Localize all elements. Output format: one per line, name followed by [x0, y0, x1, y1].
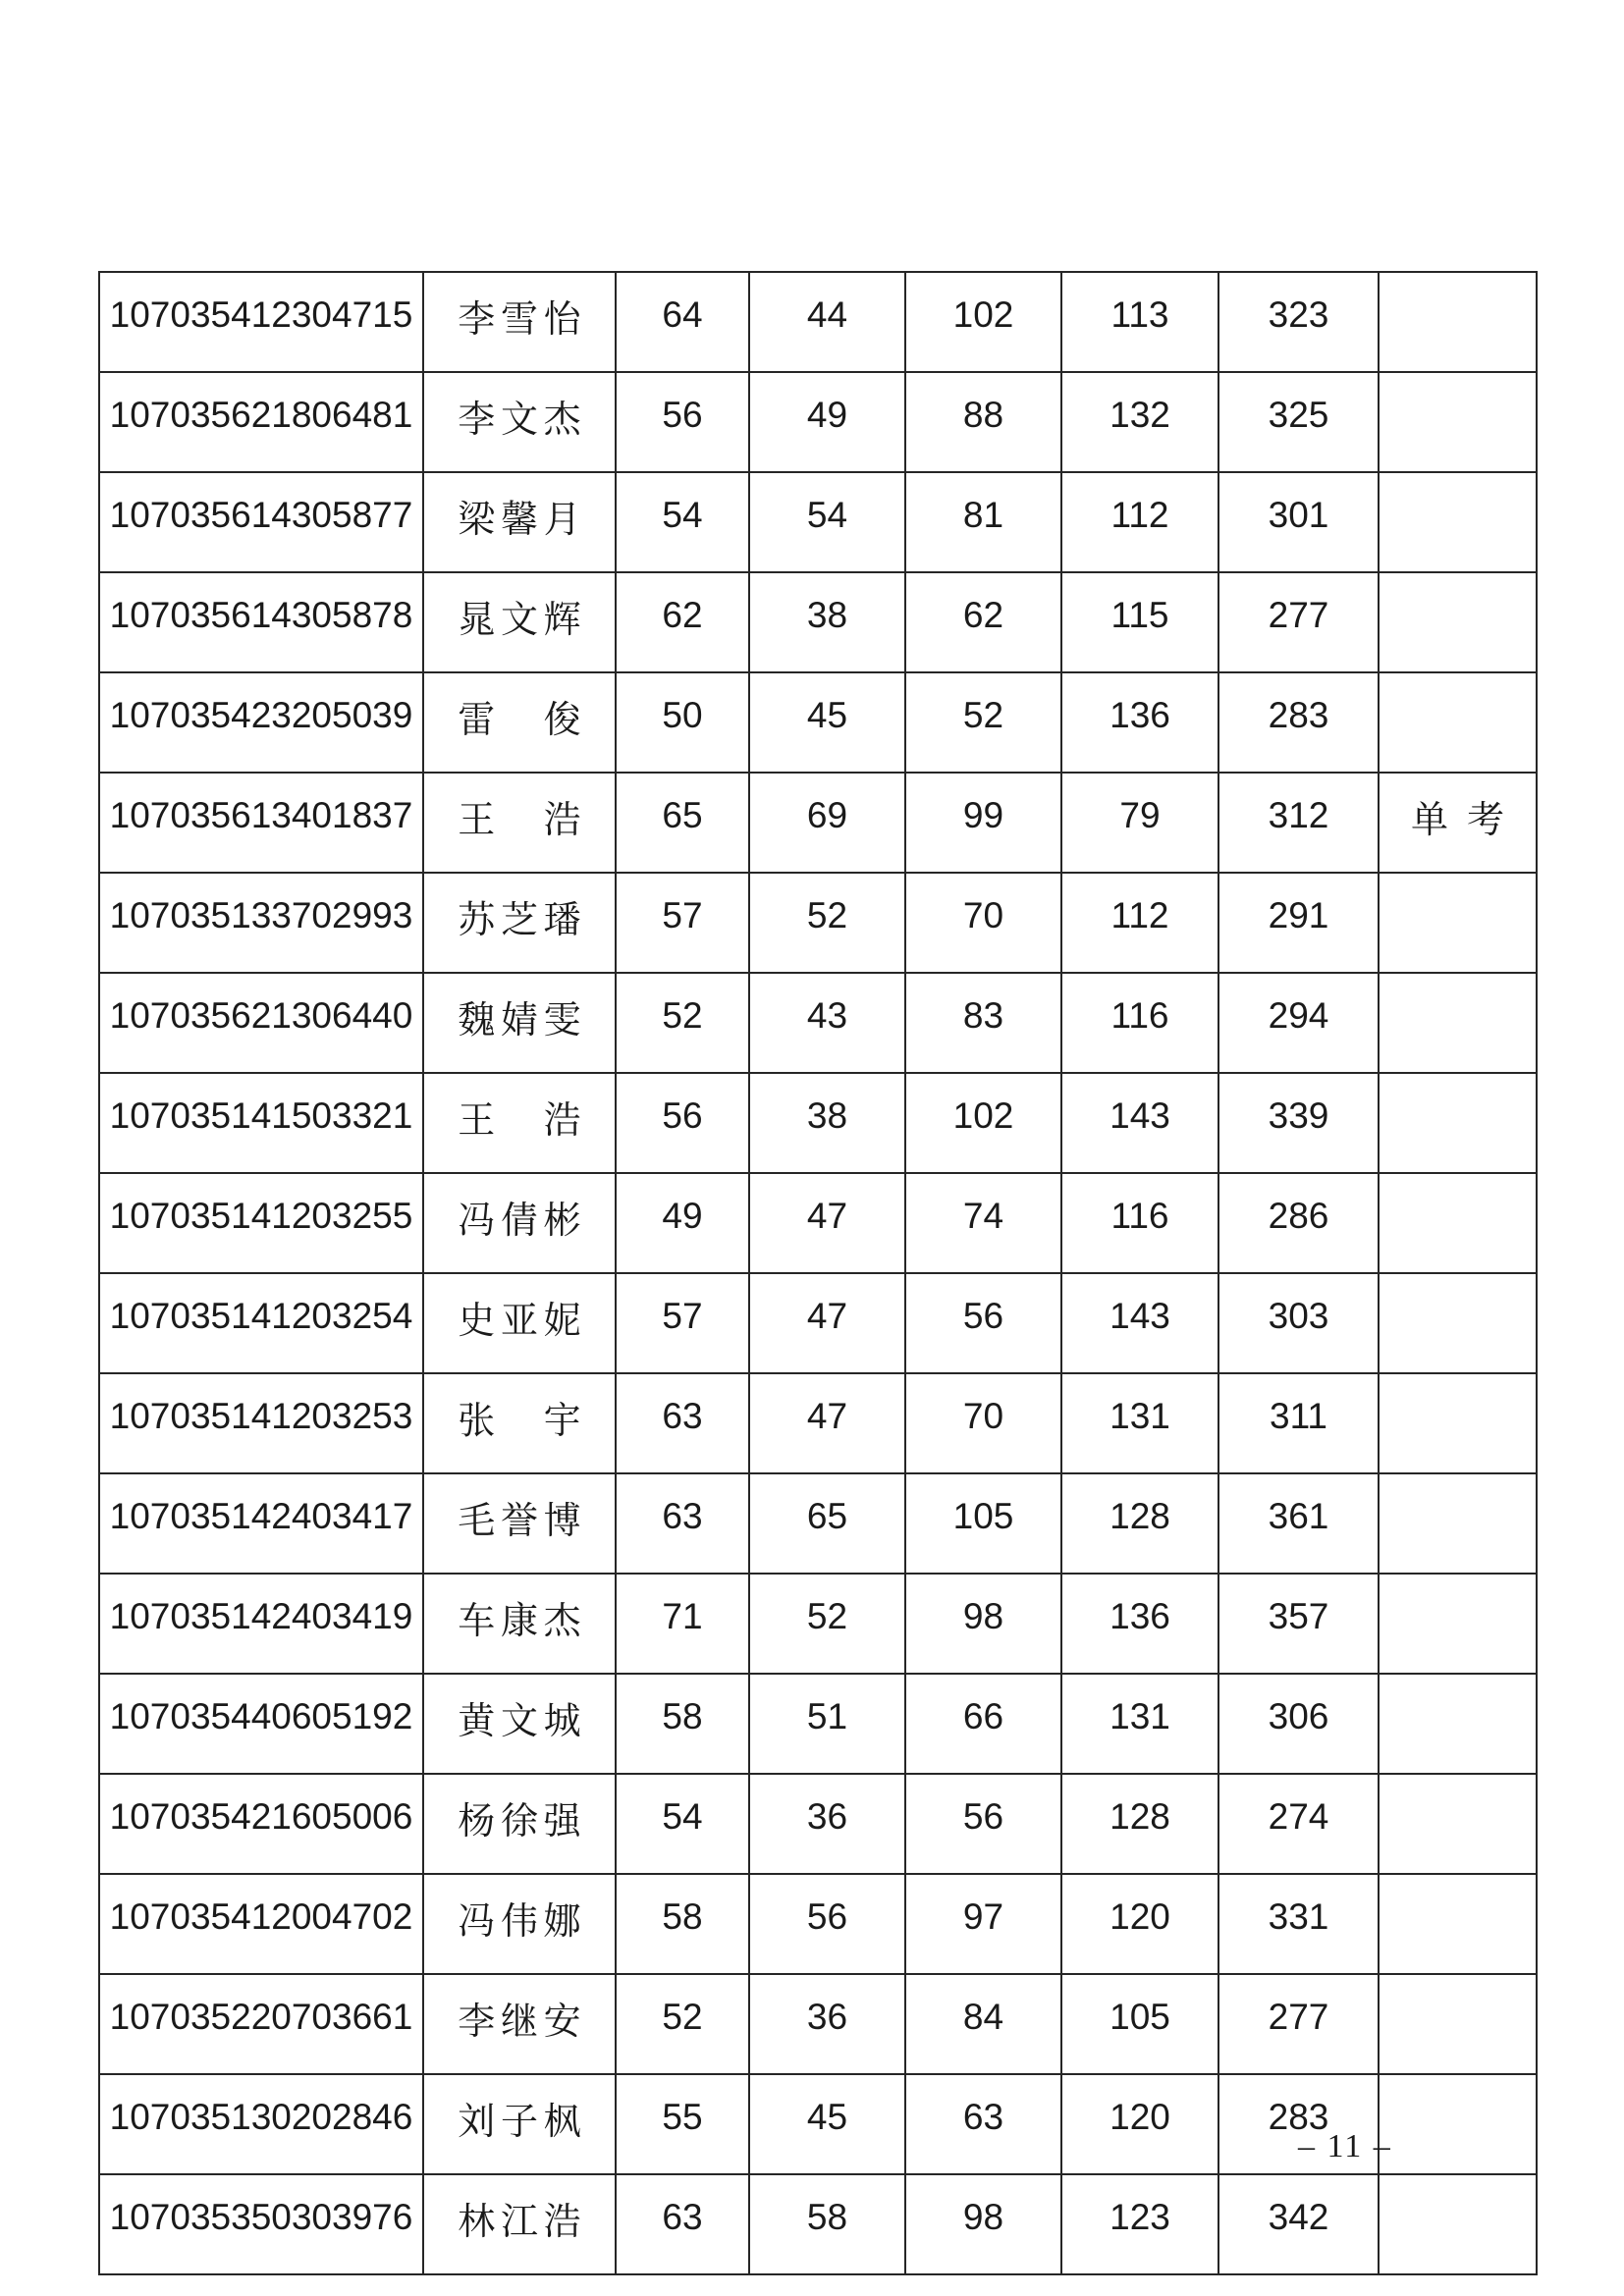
candidate-name-text: 毛誉博	[458, 1500, 581, 1542]
candidate-id: 107035621806481	[99, 372, 423, 472]
score4-cell: 128	[1061, 1774, 1218, 1874]
candidate-id: 107035614305877	[99, 472, 423, 572]
candidate-id: 107035141203254	[99, 1273, 423, 1373]
total-cell: 291	[1218, 873, 1379, 973]
total-cell: 311	[1218, 1373, 1379, 1473]
candidate-id: 107035142403417	[99, 1473, 423, 1574]
remark-cell	[1379, 372, 1537, 472]
score2-cell: 47	[749, 1373, 905, 1473]
candidate-id: 107035621306440	[99, 973, 423, 1073]
candidate-name-text: 李继安	[458, 2001, 581, 2043]
score2-cell: 47	[749, 1273, 905, 1373]
score2-cell: 56	[749, 1874, 905, 1974]
score2-cell: 52	[749, 1574, 905, 1674]
remark-cell	[1379, 2174, 1537, 2274]
candidate-id: 107035220703661	[99, 1974, 423, 2074]
total-cell: 323	[1218, 272, 1379, 372]
total-cell: 286	[1218, 1173, 1379, 1273]
candidate-name	[423, 1273, 616, 1373]
score2-cell: 44	[749, 272, 905, 372]
candidate-name-text: 林江浩	[458, 2201, 581, 2243]
table-row	[99, 1473, 1537, 1574]
score1-cell: 57	[616, 1273, 749, 1373]
candidate-name-text: 冯伟娜	[458, 1900, 581, 1943]
remark-cell	[1379, 1674, 1537, 1774]
candidate-name	[423, 1473, 616, 1574]
score-table	[98, 271, 1538, 2275]
candidate-id: 107035412304715	[99, 272, 423, 372]
score4-cell: 112	[1061, 472, 1218, 572]
score1-cell: 63	[616, 2174, 749, 2274]
score2-cell: 65	[749, 1473, 905, 1574]
candidate-name	[423, 2074, 616, 2174]
candidate-id: 107035412004702	[99, 1874, 423, 1974]
total-cell: 331	[1218, 1874, 1379, 1974]
table-row	[99, 773, 1537, 873]
table-row	[99, 1574, 1537, 1674]
remark-text: 单考	[1411, 799, 1504, 841]
table-row	[99, 572, 1537, 672]
score2-cell: 36	[749, 1774, 905, 1874]
score4-cell: 116	[1061, 1173, 1218, 1273]
candidate-name	[423, 672, 616, 773]
table-row	[99, 973, 1537, 1073]
candidate-name-text: 梁馨月	[458, 499, 581, 541]
candidate-name	[423, 1774, 616, 1874]
score1-cell: 55	[616, 2074, 749, 2174]
candidate-id: 107035141203255	[99, 1173, 423, 1273]
score4-cell: 120	[1061, 2074, 1218, 2174]
score1-cell: 50	[616, 672, 749, 773]
score4-cell: 136	[1061, 672, 1218, 773]
total-cell: 283	[1218, 672, 1379, 773]
candidate-name-text: 杨徐强	[458, 1800, 581, 1842]
candidate-id: 107035133702993	[99, 873, 423, 973]
total-cell: 303	[1218, 1273, 1379, 1373]
candidate-name-text: 苏芝璠	[458, 899, 581, 941]
remark-cell	[1379, 1273, 1537, 1373]
total-cell: 361	[1218, 1473, 1379, 1574]
total-cell: 277	[1218, 572, 1379, 672]
candidate-name	[423, 873, 616, 973]
candidate-name-text: 李文杰	[458, 399, 581, 441]
table-row	[99, 1874, 1537, 1974]
remark-cell	[1379, 1173, 1537, 1273]
score1-cell: 57	[616, 873, 749, 973]
score4-cell: 143	[1061, 1073, 1218, 1173]
candidate-id: 107035614305878	[99, 572, 423, 672]
score1-cell: 54	[616, 1774, 749, 1874]
total-cell: 325	[1218, 372, 1379, 472]
table-row	[99, 472, 1537, 572]
total-cell: 357	[1218, 1574, 1379, 1674]
score4-cell: 120	[1061, 1874, 1218, 1974]
score1-cell: 54	[616, 472, 749, 572]
remark-cell	[1379, 672, 1537, 773]
candidate-name-text: 黄文城	[458, 1700, 581, 1742]
page-number: – 11 –	[1298, 2128, 1392, 2164]
candidate-name	[423, 773, 616, 873]
candidate-name	[423, 1874, 616, 1974]
candidate-id: 107035421605006	[99, 1774, 423, 1874]
candidate-name-text: 晁文辉	[458, 599, 581, 641]
candidate-name	[423, 1373, 616, 1473]
total-cell: 277	[1218, 1974, 1379, 2074]
candidate-id: 107035142403419	[99, 1574, 423, 1674]
score1-cell: 58	[616, 1674, 749, 1774]
score1-cell: 52	[616, 1974, 749, 2074]
score3-cell: 83	[905, 973, 1061, 1073]
score1-cell: 64	[616, 272, 749, 372]
remark-cell	[1379, 1574, 1537, 1674]
score1-cell: 56	[616, 372, 749, 472]
table-row	[99, 1073, 1537, 1173]
candidate-name-text: 车康杰	[458, 1600, 581, 1642]
score3-cell: 62	[905, 572, 1061, 672]
remark-cell	[1379, 2074, 1537, 2174]
score4-cell: 143	[1061, 1273, 1218, 1373]
remark-cell	[1379, 1473, 1537, 1574]
candidate-name-text: 史亚妮	[458, 1300, 581, 1342]
score1-cell: 58	[616, 1874, 749, 1974]
score3-cell: 56	[905, 1774, 1061, 1874]
table-row	[99, 1674, 1537, 1774]
total-cell: 312	[1218, 773, 1379, 873]
score2-cell: 36	[749, 1974, 905, 2074]
candidate-id: 107035440605192	[99, 1674, 423, 1774]
remark-cell	[1379, 973, 1537, 1073]
score1-cell: 63	[616, 1473, 749, 1574]
total-cell: 342	[1218, 2174, 1379, 2274]
score3-cell: 66	[905, 1674, 1061, 1774]
candidate-name	[423, 1674, 616, 1774]
candidate-name-text: 王浩	[458, 1099, 581, 1142]
score3-cell: 84	[905, 1974, 1061, 2074]
total-cell: 339	[1218, 1073, 1379, 1173]
score1-cell: 65	[616, 773, 749, 873]
remark-cell	[1379, 1974, 1537, 2074]
candidate-name-text: 王浩	[458, 799, 581, 841]
score2-cell: 43	[749, 973, 905, 1073]
table-row	[99, 1774, 1537, 1874]
score3-cell: 70	[905, 873, 1061, 973]
candidate-name	[423, 1173, 616, 1273]
score3-cell: 63	[905, 2074, 1061, 2174]
table-row	[99, 873, 1537, 973]
score4-cell: 131	[1061, 1674, 1218, 1774]
remark-cell	[1379, 873, 1537, 973]
candidate-id: 107035613401837	[99, 773, 423, 873]
score4-cell: 105	[1061, 1974, 1218, 2074]
score2-cell: 45	[749, 672, 905, 773]
candidate-id: 107035350303976	[99, 2174, 423, 2274]
candidate-name	[423, 472, 616, 572]
candidate-name	[423, 1073, 616, 1173]
candidate-name	[423, 272, 616, 372]
remark-cell	[1379, 272, 1537, 372]
candidate-id: 107035423205039	[99, 672, 423, 773]
remark-cell	[1379, 572, 1537, 672]
score4-cell: 136	[1061, 1574, 1218, 1674]
score2-cell: 38	[749, 572, 905, 672]
total-cell: 283	[1218, 2074, 1379, 2174]
table-row	[99, 672, 1537, 773]
score2-cell: 38	[749, 1073, 905, 1173]
score3-cell: 56	[905, 1273, 1061, 1373]
score2-cell: 51	[749, 1674, 905, 1774]
remark-cell	[1379, 1073, 1537, 1173]
table-row	[99, 272, 1537, 372]
score3-cell: 99	[905, 773, 1061, 873]
total-cell: 301	[1218, 472, 1379, 572]
candidate-id: 107035141203253	[99, 1373, 423, 1473]
score3-cell: 88	[905, 372, 1061, 472]
candidate-name-text: 雷俊	[458, 699, 581, 741]
table-row	[99, 2174, 1537, 2274]
candidate-name	[423, 572, 616, 672]
score1-cell: 56	[616, 1073, 749, 1173]
score3-cell: 98	[905, 1574, 1061, 1674]
candidate-name-text: 李雪怡	[458, 298, 581, 341]
score3-cell: 98	[905, 2174, 1061, 2274]
candidate-id: 107035141503321	[99, 1073, 423, 1173]
score1-cell: 63	[616, 1373, 749, 1473]
score4-cell: 115	[1061, 572, 1218, 672]
score4-cell: 113	[1061, 272, 1218, 372]
total-cell: 274	[1218, 1774, 1379, 1874]
score3-cell: 52	[905, 672, 1061, 773]
remark-cell	[1379, 773, 1537, 873]
score3-cell: 102	[905, 272, 1061, 372]
score4-cell: 116	[1061, 973, 1218, 1073]
score4-cell: 131	[1061, 1373, 1218, 1473]
remark-cell	[1379, 1874, 1537, 1974]
score1-cell: 52	[616, 973, 749, 1073]
score3-cell: 81	[905, 472, 1061, 572]
table-row	[99, 1974, 1537, 2074]
total-cell: 306	[1218, 1674, 1379, 1774]
score1-cell: 71	[616, 1574, 749, 1674]
candidate-name-text: 刘子枫	[458, 2101, 581, 2143]
score4-cell: 128	[1061, 1473, 1218, 1574]
table-row	[99, 1173, 1537, 1273]
score3-cell: 74	[905, 1173, 1061, 1273]
candidate-name	[423, 372, 616, 472]
score4-cell: 123	[1061, 2174, 1218, 2274]
remark-cell	[1379, 1373, 1537, 1473]
candidate-name-text: 魏婧雯	[458, 999, 581, 1041]
score2-cell: 54	[749, 472, 905, 572]
score4-cell: 112	[1061, 873, 1218, 973]
candidate-name-text: 张宇	[458, 1400, 581, 1442]
candidate-name-text: 冯倩彬	[458, 1200, 581, 1242]
candidate-name	[423, 1974, 616, 2074]
remark-cell	[1379, 1774, 1537, 1874]
score3-cell: 70	[905, 1373, 1061, 1473]
table-row	[99, 1373, 1537, 1473]
candidate-name	[423, 973, 616, 1073]
candidate-id: 107035130202846	[99, 2074, 423, 2174]
table-row	[99, 1273, 1537, 1373]
score3-cell: 102	[905, 1073, 1061, 1173]
score4-cell: 79	[1061, 773, 1218, 873]
score2-cell: 45	[749, 2074, 905, 2174]
score2-cell: 58	[749, 2174, 905, 2274]
score2-cell: 52	[749, 873, 905, 973]
score1-cell: 62	[616, 572, 749, 672]
total-cell: 294	[1218, 973, 1379, 1073]
candidate-name	[423, 2174, 616, 2274]
score4-cell: 132	[1061, 372, 1218, 472]
score3-cell: 97	[905, 1874, 1061, 1974]
table-row	[99, 372, 1537, 472]
candidate-name	[423, 1574, 616, 1674]
score1-cell: 49	[616, 1173, 749, 1273]
score2-cell: 49	[749, 372, 905, 472]
remark-cell	[1379, 472, 1537, 572]
score2-cell: 69	[749, 773, 905, 873]
score2-cell: 47	[749, 1173, 905, 1273]
score3-cell: 105	[905, 1473, 1061, 1574]
